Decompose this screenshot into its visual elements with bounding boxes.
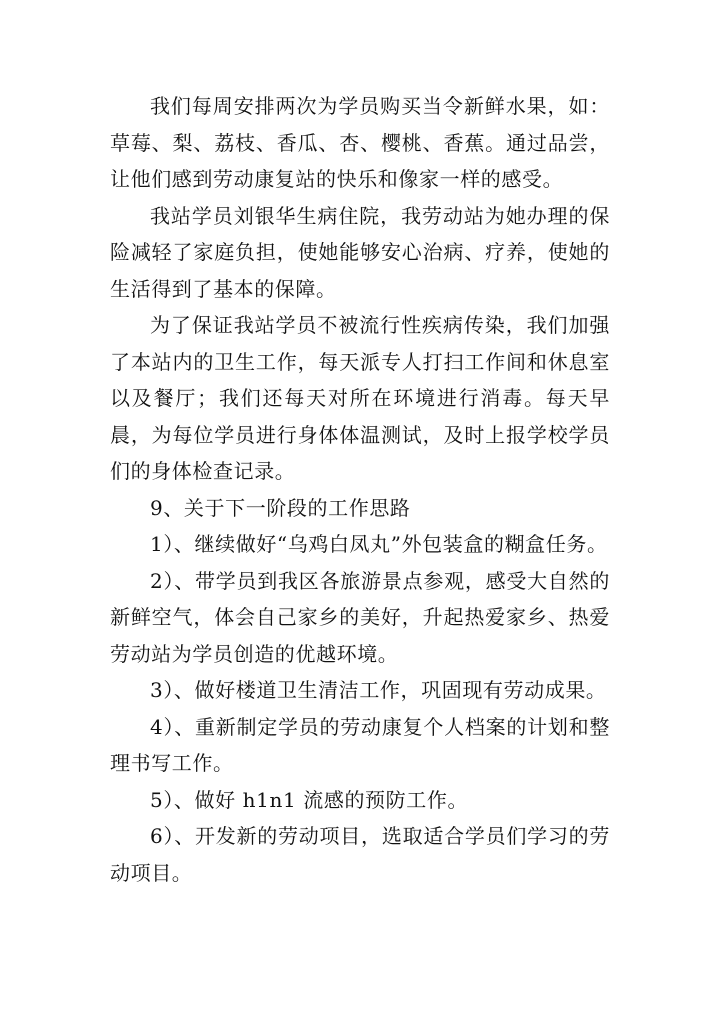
list-item-2: 2）、带学员到我区各旅游景点参观，感受大自然的新鲜空气，体会自己家乡的美好，升起热爱家乡、热爱劳动站为学员创造的优越环境。 — [110, 568, 610, 666]
list-item-1: 1）、继续做好“乌鸡白凤丸”外包装盒的糊盒任务。 — [150, 532, 608, 556]
paragraph-fruit-purchase: 我们每周安排两次为学员购买当令新鲜水果，如：草莓、梨、荔枝、香瓜、杏、樱桃、香蕉。通过品尝，让他们感到劳动康复站的快乐和像家一样的感受。 — [110, 94, 610, 191]
paragraph-hygiene: 为了保证我站学员不被流行性疾病传染，我们加强了本站内的卫生工作，每天派专人打扫工作间和休息室以及餐厅；我们还每天对所在环境进行消毒。每天早晨，为每位学员进行身体体温测试，及时上报学校学员们的身体检查记录。 — [110, 313, 610, 483]
section-heading-next-phase: 9、关于下一阶段的工作思路 — [150, 495, 411, 520]
list-item-3: 3）、做好楼道卫生清洁工作，巩固现有劳动成果。 — [150, 678, 607, 702]
paragraph-insurance: 我站学员刘银华生病住院，我劳动站为她办理的保险减轻了家庭负担，使她能够安心治病、疗养，使她的生活得到了基本的保障。 — [110, 203, 610, 301]
list-item-4: 4）、重新制定学员的劳动康复个人档案的计划和整理书写工作。 — [110, 714, 610, 775]
list-item-5: 5）、做好 h1n1 流感的预防工作。 — [150, 787, 469, 812]
document-body — [110, 88, 610, 891]
list-item-6: 6）、开发新的劳动项目，选取适合学员们学习的劳动项目。 — [110, 824, 610, 885]
